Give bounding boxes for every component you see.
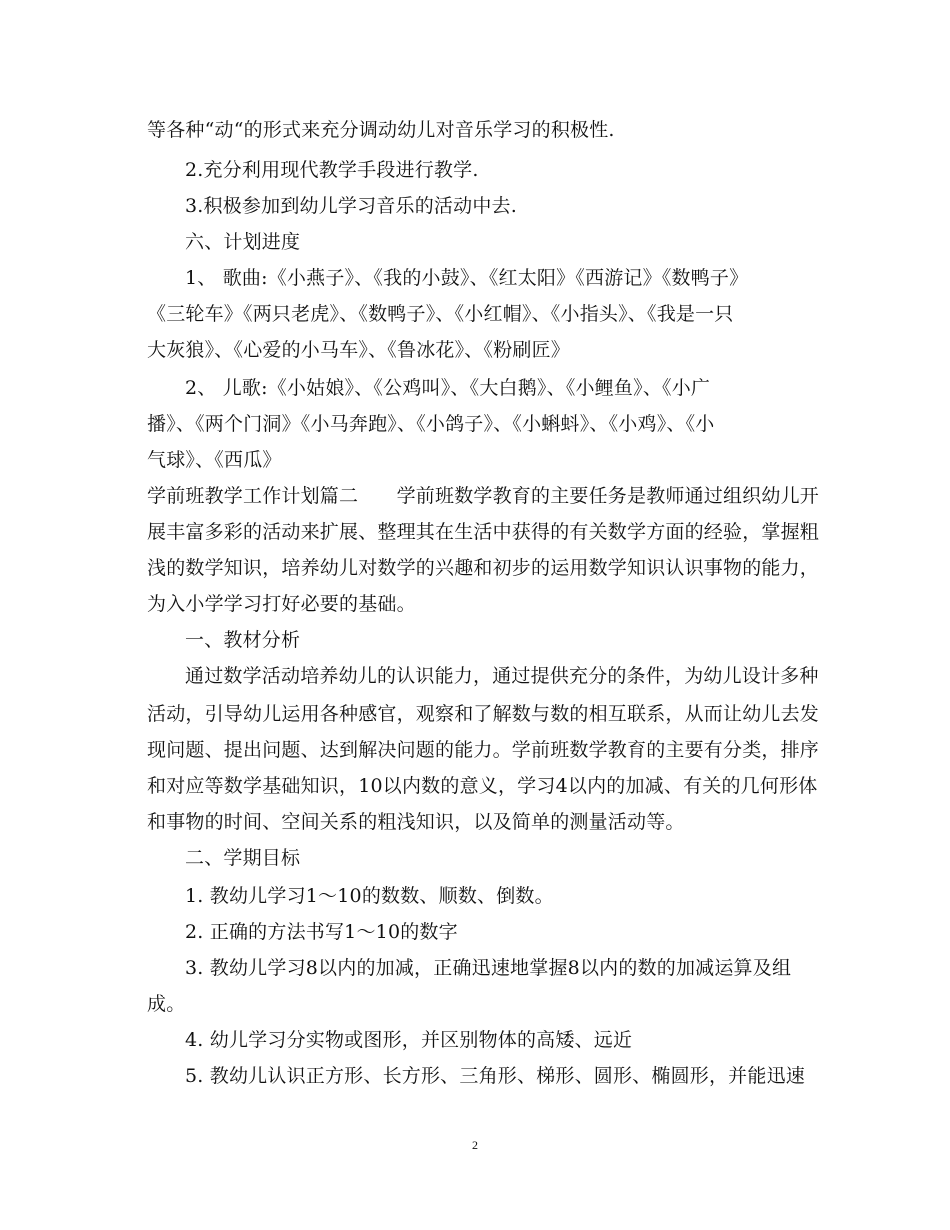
page-number: 2: [472, 1138, 478, 1152]
text-line: 活动，引导幼儿运用各种感官，观察和了解数与数的相互联系，从而让幼儿去发: [147, 703, 820, 725]
text-line: 展丰富多彩的活动来扩展、整理其在生活中获得的有关数学方面的经验，掌握粗: [147, 521, 820, 543]
text-line: 1、 歌曲:《小燕子》、《我的小鼓》、《红太阳》《西游记》《数鸭子》: [185, 267, 749, 289]
list-item: 4. 幼儿学习分实物或图形，并区别物体的高矮、远近: [185, 1029, 633, 1051]
text-line: 浅的数学知识，培养幼儿对数学的兴趣和初步的运用数学知识认识事物的能力，: [147, 557, 820, 579]
list-item: 3. 教幼儿学习8以内的加减，正确迅速地掌握8以内的数的加减运算及组: [185, 957, 792, 979]
list-item: 1. 教幼儿学习1～10的数数、顺数、倒数。: [185, 885, 554, 907]
text-line: 和事物的时间、空间关系的粗浅知识，以及简单的测量活动等。: [147, 811, 685, 833]
text-line: 3.积极参加到幼儿学习音乐的活动中去.: [185, 195, 517, 217]
section-heading: 六、计划进度: [185, 231, 301, 253]
list-item: 5. 教幼儿认识正方形、长方形、三角形、梯形、圆形、椭圆形，并能迅速: [185, 1065, 805, 1087]
text-line: 为入小学学习打好必要的基础。: [147, 593, 416, 615]
text-line: 和对应等数学基础知识，10以内数的意义，学习4以内的加减、有关的几何形体: [147, 775, 818, 797]
text-line: 成。: [147, 993, 186, 1015]
text-line: 现问题、提出问题、达到解决问题的能力。学前班数学教育的主要有分类，排序: [147, 739, 820, 761]
text-line: 通过数学活动培养幼儿的认识能力，通过提供充分的条件，为幼儿设计多种: [185, 665, 819, 687]
text-line: 学前班教学工作计划篇二 学前班数学教育的主要任务是教师通过组织幼儿开: [147, 485, 820, 507]
text-line: 2.充分利用现代教学手段进行教学.: [185, 159, 479, 181]
section-heading: 一、教材分析: [185, 629, 301, 651]
text-line: 播》、《两个门洞》《小马奔跑》、《小鸽子》、《小蝌蚪》、《小鸡》、《小: [147, 413, 715, 435]
text-line: 等各种“动“的形式来充分调动幼儿对音乐学习的积极性.: [147, 119, 615, 141]
text-line: 大灰狼》、《心爱的小马车》、《鲁冰花》、《粉刷匠》: [147, 339, 571, 361]
text-line: 气球》、《西瓜》: [147, 449, 282, 471]
list-item: 2. 正确的方法书写1～10的数字: [185, 921, 458, 943]
section-heading: 二、学期目标: [185, 847, 301, 869]
text-line: 2、 儿歌:《小姑娘》、《公鸡叫》、《大白鹅》、《小鲤鱼》、《小广: [185, 377, 711, 399]
text-line: 《三轮车》《两只老虎》、《数鸭子》、《小红帽》、《小指头》、《我是一只: [147, 303, 734, 325]
